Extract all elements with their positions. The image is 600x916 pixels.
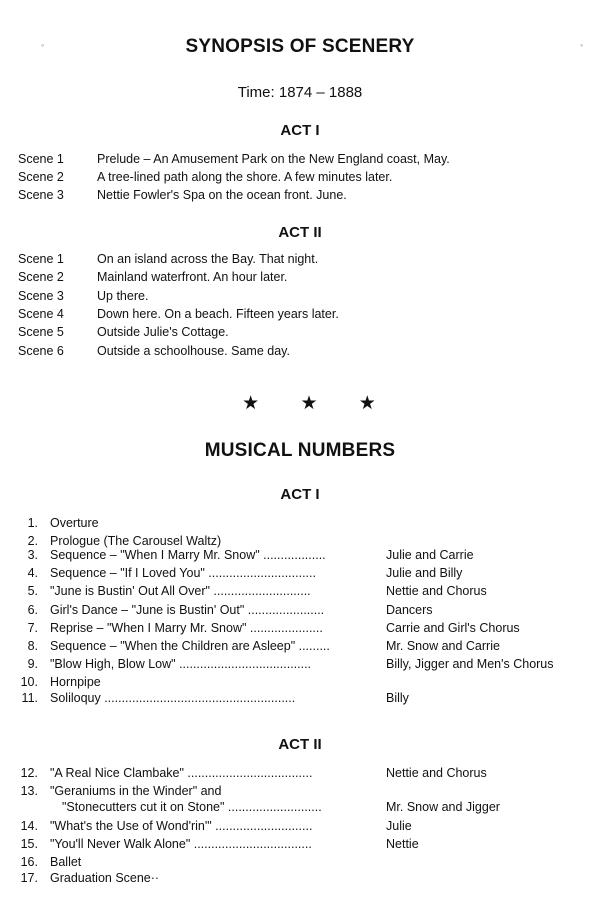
scene-desc: A tree-lined path along the shore. A few minutes later. [97, 170, 393, 184]
number-title: Ballet [50, 855, 82, 869]
musical-number-row [18, 764, 487, 782]
number-index: 10. [20, 675, 38, 689]
musical-number-row [18, 514, 99, 532]
number-title: "A Real Nice Clambake" .................................... [50, 766, 313, 780]
number-index: 2. [27, 534, 38, 548]
scene-row [18, 287, 148, 305]
number-index: 15. [20, 837, 38, 851]
scene-row [18, 305, 339, 323]
number-index: 11. [21, 691, 38, 705]
scenery-act2-heading: ACT II [278, 224, 322, 241]
number-title: "June is Bustin' Out All Over" ............................ [50, 584, 311, 598]
musical-number-row [18, 835, 419, 853]
musical-act1-heading: ACT I [280, 486, 320, 503]
scene-label: Scene 5 [18, 325, 64, 339]
scene-label: Scene 2 [18, 170, 64, 184]
number-index: 5. [27, 584, 38, 598]
scene-row [18, 268, 287, 286]
scene-desc: Down here. On a beach. Fifteen years later. [97, 307, 339, 321]
scene-label: Scene 3 [18, 289, 64, 303]
scene-row [18, 250, 318, 268]
number-title: Sequence – "If I Loved You" ............................... [50, 566, 316, 580]
number-title: Prologue (The Carousel Waltz) [50, 534, 222, 548]
scene-desc: Nettie Fowler's Spa on the ocean front. June. [97, 188, 347, 202]
number-index: 6. [27, 603, 38, 617]
number-title: Reprise – "When I Marry Mr. Snow" ..................... [50, 621, 323, 635]
musical-number-row [18, 619, 520, 637]
number-index: 9. [27, 657, 38, 671]
musical-number-row [18, 637, 500, 655]
number-performers: Julie and Billy [386, 566, 463, 580]
musical-number-row-continued [18, 798, 500, 816]
number-index: 13. [20, 784, 38, 798]
number-performers: Julie [386, 819, 412, 833]
number-title: Hornpipe [50, 675, 101, 689]
number-performers: Mr. Snow and Jigger [386, 800, 500, 814]
scene-label: Scene 4 [18, 307, 64, 321]
number-title: Graduation Scene·· [50, 871, 160, 885]
scene-desc: Prelude – An Amusement Park on the New England coast, May. [97, 152, 450, 166]
number-index: 7. [27, 621, 38, 635]
musical-number-row [18, 601, 433, 619]
scene-row [18, 323, 229, 341]
number-index: 8. [27, 639, 38, 653]
number-performers: Mr. Snow and Carrie [386, 639, 500, 653]
scene-desc: Outside Julie's Cottage. [97, 325, 229, 339]
musical-number-row [18, 817, 412, 835]
number-title: Soliloquy ....................................................... [50, 691, 296, 705]
number-performers: Nettie and Chorus [386, 766, 487, 780]
number-performers: Billy [386, 691, 409, 705]
scene-desc: On an island across the Bay. That night. [97, 252, 319, 266]
musical-number-row [18, 582, 487, 600]
number-index: 14. [20, 819, 38, 833]
number-index: 3. [27, 548, 38, 562]
number-title: "Blow High, Blow Low" ...................................... [50, 657, 312, 671]
number-title: "You'll Never Walk Alone" .................................. [50, 837, 312, 851]
scene-label: Scene 1 [18, 152, 64, 166]
musical-act2-heading: ACT II [278, 736, 322, 753]
number-index: 1. [27, 516, 38, 530]
number-title: "Geraniums in the Winder" and [50, 784, 222, 798]
page-speck: ◦ [580, 40, 584, 50]
number-title: Sequence – "When I Marry Mr. Snow" .................. [50, 548, 326, 562]
scene-desc: Up there. [97, 289, 149, 303]
number-index: 4. [27, 566, 38, 580]
page-speck: ◦ [41, 40, 45, 50]
musical-number-row [18, 869, 159, 887]
number-performers: Dancers [386, 603, 433, 617]
number-index: 12. [20, 766, 38, 780]
scene-row [18, 150, 450, 168]
number-performers: Carrie and Girl's Chorus [386, 621, 520, 635]
time-period: Time: 1874 – 1888 [237, 84, 363, 101]
scene-row [18, 342, 290, 360]
scenery-title: SYNOPSIS OF SCENERY [185, 36, 415, 57]
number-performers: Billy, Jigger and Men's Chorus [386, 657, 554, 671]
musical-number-row [18, 689, 409, 707]
scenery-act1-heading: ACT I [280, 122, 320, 139]
scene-label: Scene 1 [18, 252, 64, 266]
musical-number-row [18, 655, 554, 673]
scene-row [18, 186, 347, 204]
star-divider: ★ ★ ★ [242, 393, 394, 414]
musical-number-row [18, 564, 463, 582]
number-performers: Julie and Carrie [386, 548, 474, 562]
musical-title: MUSICAL NUMBERS [204, 440, 396, 461]
scene-label: Scene 3 [18, 188, 64, 202]
scene-desc: Mainland waterfront. An hour later. [97, 270, 288, 284]
number-performers: Nettie and Chorus [386, 584, 487, 598]
number-title: "Stonecutters cut it on Stone" ........................... [62, 800, 322, 814]
number-title: Overture [50, 516, 99, 530]
number-title: "What's the Use of Wond'rin'" ............................ [50, 819, 313, 833]
number-index: 17. [20, 871, 38, 885]
number-index: 16. [20, 855, 38, 869]
scene-row [18, 168, 392, 186]
number-title: Sequence – "When the Children are Asleep" ......... [50, 639, 330, 653]
number-performers: Nettie [386, 837, 419, 851]
scene-label: Scene 2 [18, 270, 64, 284]
number-title: Girl's Dance – "June is Bustin' Out" ...................... [50, 603, 325, 617]
scene-desc: Outside a schoolhouse. Same day. [97, 344, 290, 358]
scene-label: Scene 6 [18, 344, 64, 358]
musical-number-row [18, 546, 474, 564]
